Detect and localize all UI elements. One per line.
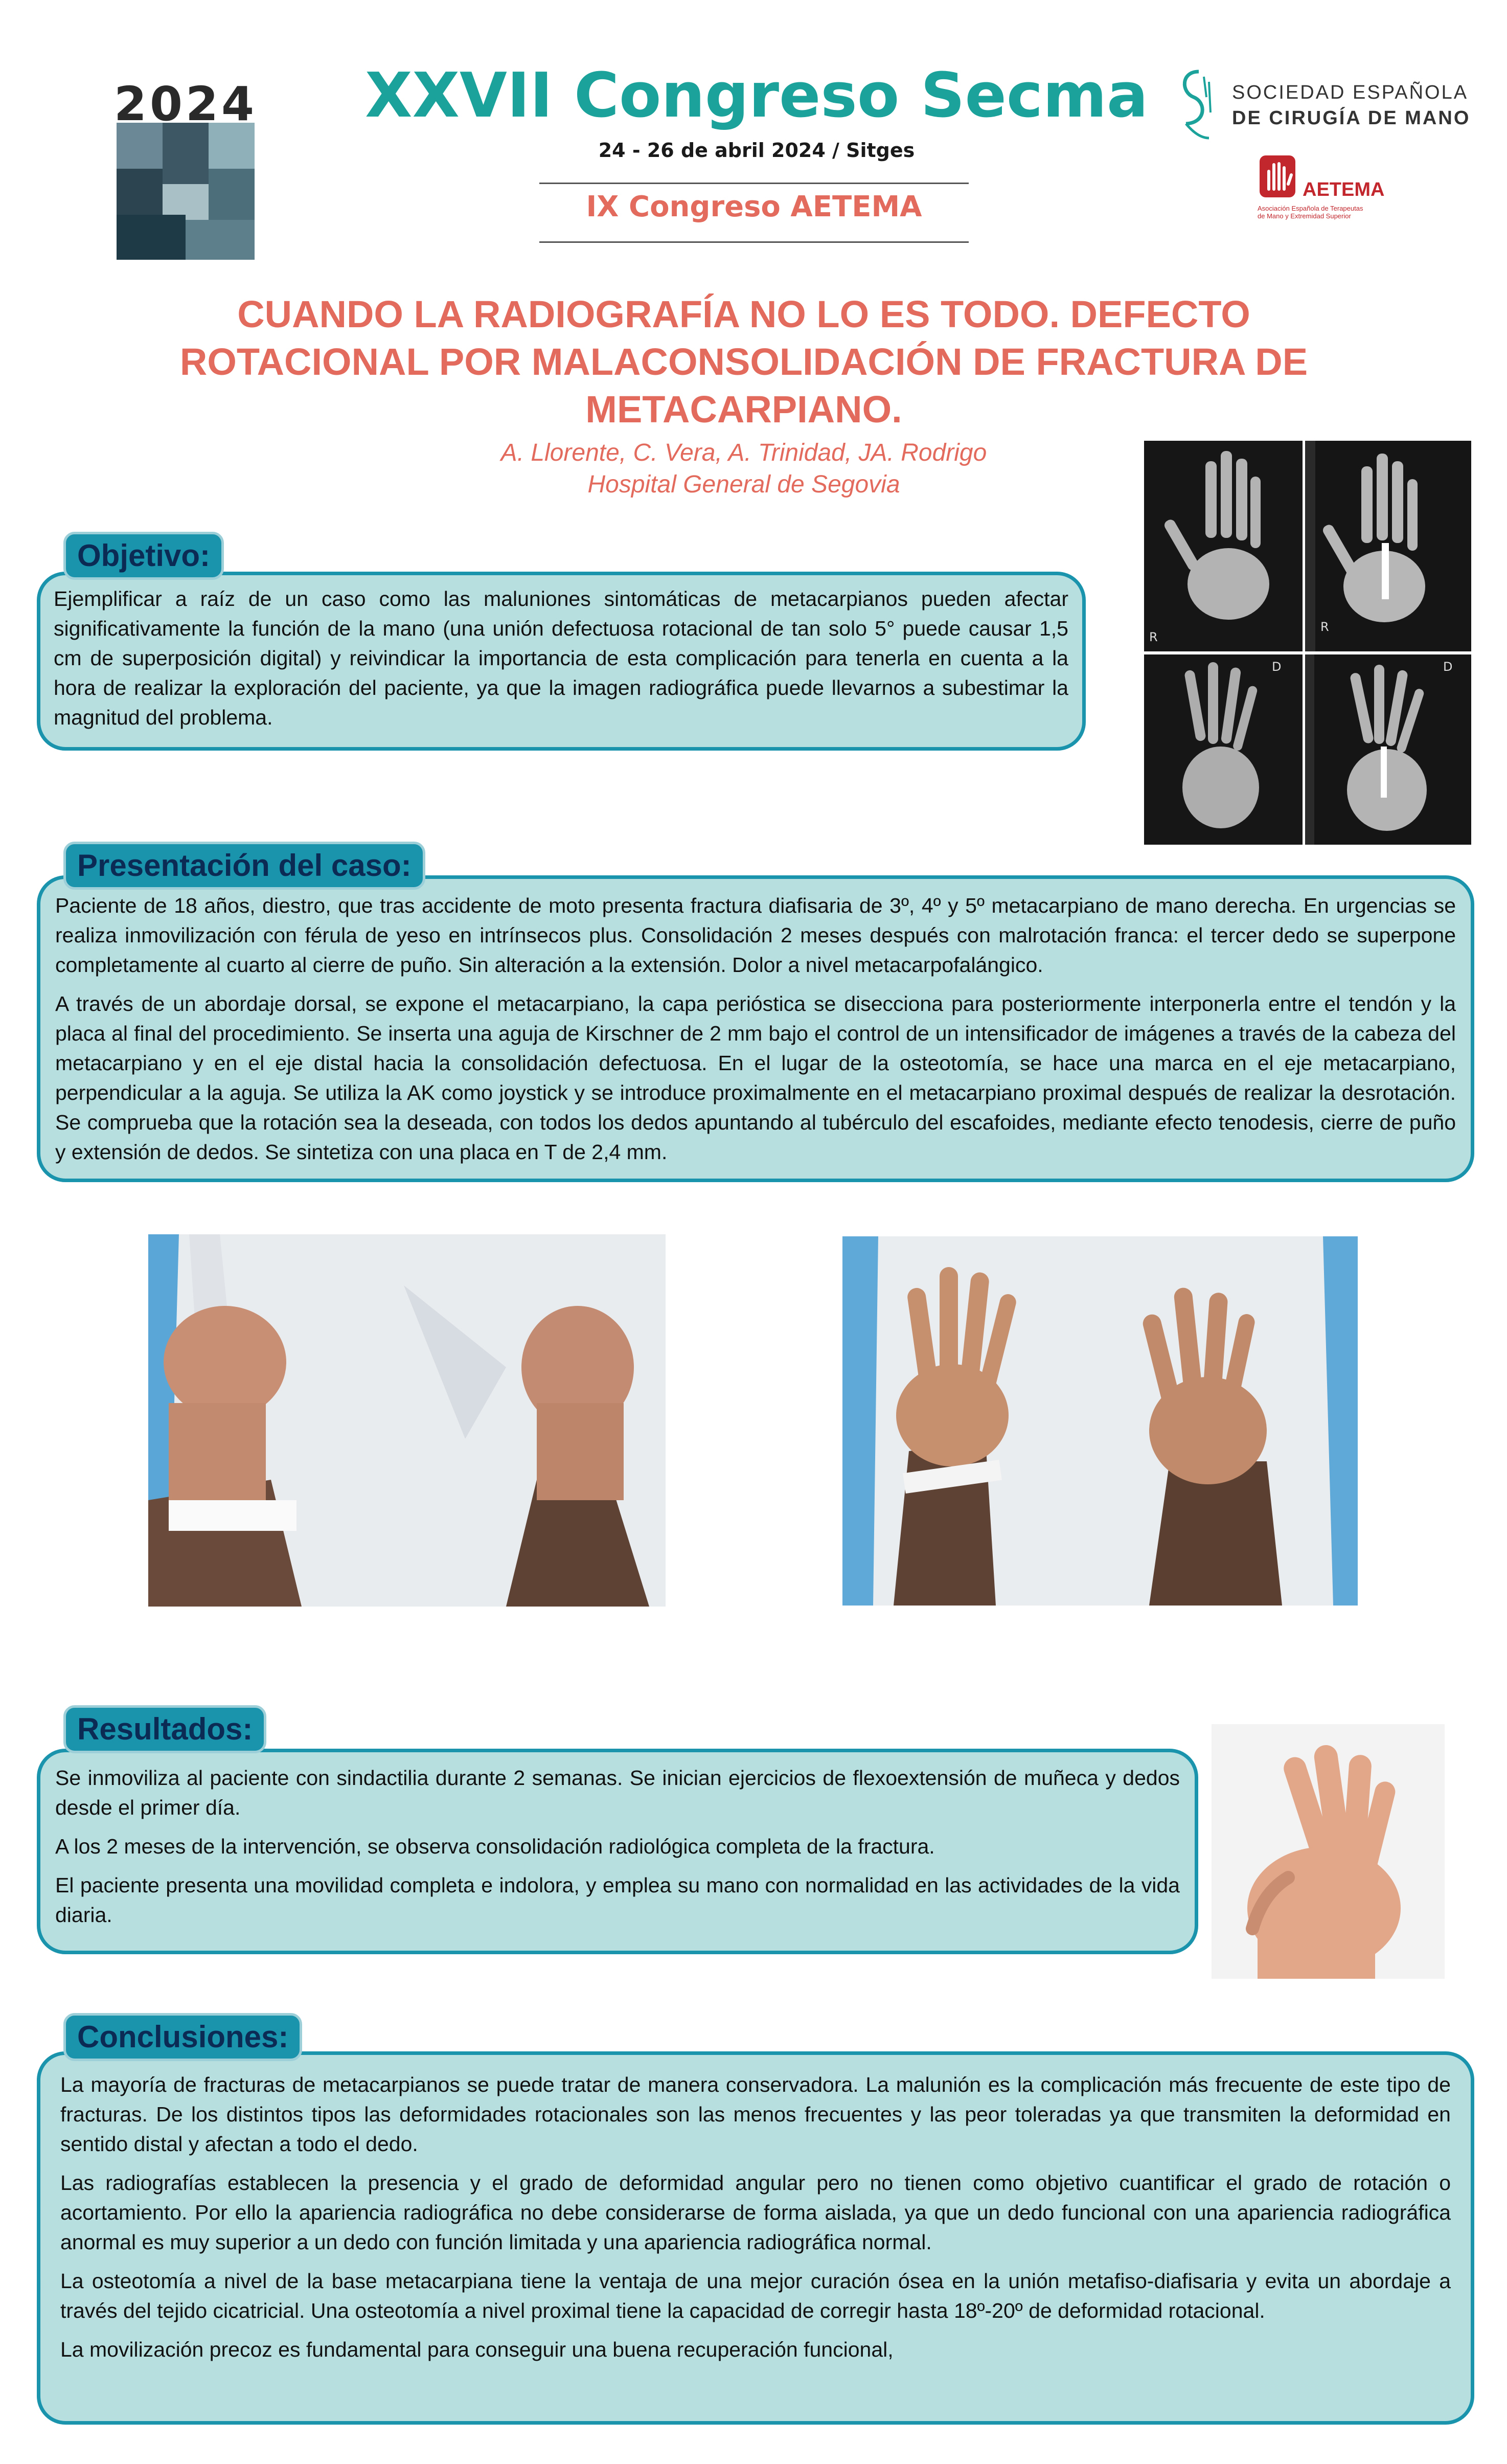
conclusiones-label: Conclusiones: — [63, 2013, 302, 2061]
xray-hand-icon — [1144, 654, 1303, 845]
xray-image — [1305, 441, 1471, 651]
resultados-paragraph-1: Se inmoviliza al paciente con sindactilia durante 2 semanas. Se inician ejercicios de flexoextensión de muñeca y dedos desde el primer día. — [55, 1766, 1180, 1819]
conclusiones-paragraph-1: La mayoría de fracturas de metacarpianos se puede tratar de manera conservadora. La malunión es la complicación más frecuente de este tipo de fracturas. De los distintos tipos las deformidades rotacionales son las menos frecuentes y las peor toleradas ya que transmiten la deformidad en sentido distal y afectan a todo el dedo. — [60, 2073, 1451, 2156]
objetivo-text — [54, 584, 1068, 741]
xray-label: D — [1443, 660, 1453, 674]
secma-logo — [1171, 66, 1477, 143]
xray-hand-icon — [1144, 441, 1303, 651]
paper-title — [92, 290, 1396, 433]
secma-line1: SOCIEDAD ESPAÑOLA — [1232, 82, 1469, 103]
conclusiones-text — [60, 2070, 1451, 2373]
secma-mark-icon — [1171, 66, 1217, 143]
clinical-photo-open-hands — [842, 1236, 1358, 1606]
congress-year-logo — [111, 61, 260, 261]
conclusiones-paragraph-2: Las radiografías establecen la presencia y el grado de deformidad angular pero no tienen como objetivo cuantificar el grado de rotación o acortamiento. Por ello la apariencia radiográfica no debe considerarse de forma aislada, ya que un dedo funcional con una apariencia radiográfica anormal es muy superior a un dedo con función limitada y una apariencia radiográfica normal. — [60, 2171, 1451, 2254]
caso-paragraph-2: A través de un abordaje dorsal, se expone el metacarpiano, la capa perióstica se disecciona para posteriormente interponerla entre el tendón y la placa al final del procedimiento. Se inserta una aguja de Kirschner de 2 mm bajo el control de un intensificador de imágenes a través de la cabeza del metacarpiano y en el eje distal hacia la consolidación defectuosa. En el lugar de la osteotomía, se hace una marca en el eje metacarpiano, perpendicular a la aguja. Se utiliza la AK como joystick y se introduce proximalmente en el metacarpiano proximal después de realizar la desrotación. Se comprueba que la rotación sea la deseada, con todos los dedos apuntando al tubérculo del escafoides, mediante efecto tenodesis, cierre de puño y extensión de dedos. Se sintetiza con una placa en T de 2,4 mm. — [55, 992, 1456, 1164]
fists-photo-illustration — [148, 1234, 666, 1607]
caso-label: Presentación del caso: — [63, 842, 425, 890]
xray-image — [1144, 654, 1303, 845]
divider-top — [539, 183, 969, 184]
divider-bottom — [539, 241, 969, 243]
xray-label: R — [1149, 630, 1158, 644]
caso-text — [55, 891, 1456, 1176]
open-hands-photo-illustration — [842, 1236, 1358, 1606]
title-line-2: ROTACIONAL POR MALACONSOLIDACIÓN DE FRACTURA DE — [179, 341, 1308, 383]
clinical-photo-fists — [148, 1234, 666, 1607]
aetema-logo — [1258, 153, 1411, 225]
result-hand-photo-illustration — [1212, 1724, 1445, 1979]
caso-paragraph-1: Paciente de 18 años, diestro, que tras accidente de moto presenta fractura diafisaria de 3º, 4º y 5º metacarpiano de mano derecha. En urgencias se realiza inmovilización con férula de yeso en intrínsecos plus. Consolidación 2 meses después con malrotación franca: el tercer dedo se superpone completamente al cuarto al cierre de puño. Sin alteración a la extensión. Dolor a nivel metacarpofalángico. — [55, 894, 1456, 977]
authors: A. Llorente, C. Vera, A. Trinidad, JA. Rodrigo — [500, 439, 987, 466]
aetema-congress-title: IX Congreso AETEMA — [586, 190, 922, 223]
objetivo-label: Objetivo: — [63, 532, 224, 580]
year-text: 2024 — [113, 77, 258, 131]
xray-image — [1144, 441, 1303, 651]
xray-hand-icon — [1305, 441, 1471, 651]
xray-label: D — [1272, 660, 1282, 674]
conclusiones-paragraph-4: La movilización precoz es fundamental para conseguir una buena recuperación funcional, — [60, 2338, 894, 2361]
aetema-subtitle — [1258, 205, 1411, 220]
aetema-subtitle-line1: Asociación Española de Terapeutas — [1258, 205, 1363, 212]
title-line-3: METACARPIANO. — [585, 388, 902, 431]
conclusiones-paragraph-3: La osteotomía a nivel de la base metacarpiana tiene la ventaja de una mejor curación ósea en la unión metafiso-diafisaria y evita un abordaje a través del tejido cicatricial. Una osteotomía a nivel proximal tiene la capacidad de corregir hasta 18º-20º de deformidad rotacional. — [60, 2269, 1451, 2322]
aetema-subtitle-line2: de Mano y Extremidad Superior — [1258, 212, 1351, 220]
xray-grid — [1144, 441, 1471, 845]
resultados-paragraph-2: A los 2 meses de la intervención, se observa consolidación radiológica completa de la fractura. — [55, 1835, 935, 1858]
congress-date: 24 - 26 de abril 2024 / Sitges — [598, 139, 915, 162]
clinical-photo-result-hand — [1212, 1724, 1445, 1979]
resultados-text — [55, 1763, 1180, 1939]
xray-image — [1305, 654, 1471, 845]
hospital: Hospital General de Segovia — [587, 471, 900, 498]
resultados-paragraph-3: El paciente presenta una movilidad completa e indolora, y emplea su mano con normalidad en las actividades de la vida diaria. — [55, 1873, 1180, 1927]
objetivo-paragraph: Ejemplificar a raíz de un caso como las maluniones sintomáticas de metacarpianos pueden afectar significativamente la función de la mano (una unión defectuosa rotacional de tan solo 5° puede causar 1,5 cm de superposición digital) y reivindicar la importancia de esta complicación para tenerla en cuenta a la hora de realizar la exploración del paciente, ya que la imagen radiográfica puede llevarnos a subestimar la magnitud del problema. — [54, 587, 1068, 729]
xray-label: R — [1320, 620, 1329, 634]
congress-photo-collage — [117, 123, 255, 260]
congress-title: XXVII Congreso Secma — [365, 60, 1148, 131]
xray-hand-icon — [1305, 654, 1471, 845]
secma-line2: DE CIRUGÍA DE MANO — [1232, 107, 1471, 129]
hand-icon — [1258, 153, 1297, 199]
aetema-name: AETEMA — [1303, 179, 1385, 200]
resultados-label: Resultados: — [63, 1705, 266, 1753]
title-line-1: CUANDO LA RADIOGRAFÍA NO LO ES TODO. DEFECTO — [237, 293, 1250, 335]
